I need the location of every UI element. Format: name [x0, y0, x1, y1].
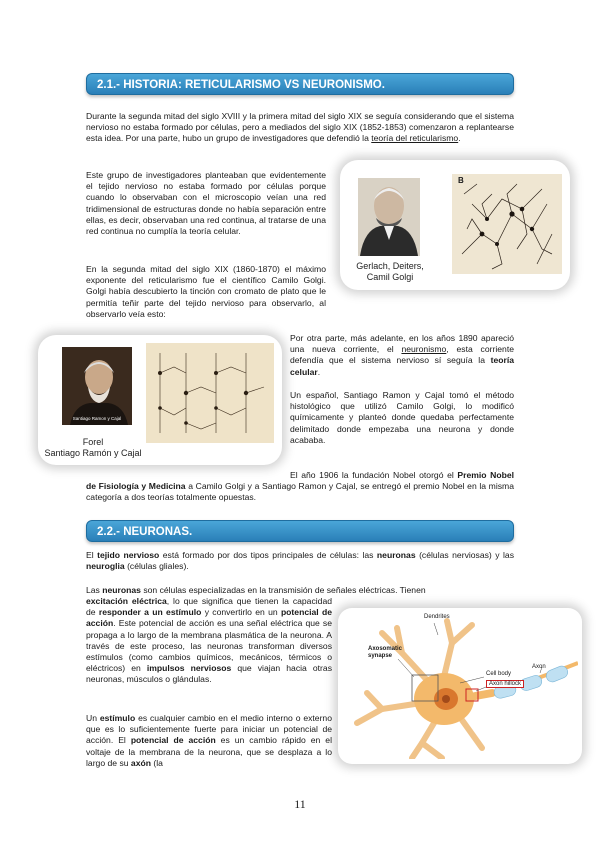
section-header-neuronas: 2.2.- NEURONAS.: [86, 520, 514, 542]
label-axon-hillock: Axon hillock: [486, 680, 524, 688]
neuronas-text: son células especializadas en la transmisión de señales eléctricas. Tienen: [140, 585, 426, 595]
paragraph-neuronas-first-line: [86, 585, 514, 596]
cajal-caption: [38, 437, 148, 459]
neuron-diagram-image: [342, 613, 578, 759]
neuronas-text: Las: [86, 585, 103, 595]
neuronas-body-text: . Este potencial de acción es una señal eléctrica que se propaga a lo largo de la membrana plasmática de la neurona. A través de este proceso, las neuronas transforman diversos estímulos (como cambios químicos, mecánicos, térmicos o eléctricos) en: [86, 618, 332, 674]
tejido-text: está formado por dos tipos principales de células: las: [159, 550, 377, 560]
neuronas-body-text: , lo que significa que tienen la capacidad de: [86, 596, 332, 618]
paragraph-golgi: En la segunda mitad del siglo XIX (1860-1870) el máximo exponente del reticularismo fue el científico Camilo Golgi. Golgi había descubierto la tinción con cromato de plato que le permitía teñir parte del tejido nervioso para observarlo, al observarlo veía esto:: [86, 264, 326, 319]
neuronas-body-text: que viajan hacia otras neuronas, músculos o glándulas.: [86, 663, 332, 685]
paragraph-nobel: [86, 470, 514, 504]
nobel-prize-bold: Premio Nobel de Fisiología y Medicina: [86, 470, 514, 492]
cajal-portrait-image: [62, 347, 132, 425]
nobel-text: El año 1906 la fundación Nobel otorgó el: [290, 470, 458, 480]
neuronas-body-bold-term: potencial de acción: [86, 607, 332, 629]
cajal-caption-line1: Forel: [82, 437, 104, 447]
cajal-photo-label: Santiago Ramon y Cajal: [72, 416, 122, 421]
section-header-historia: 2.1.- HISTORIA: RETICULARISMO VS NEURONISMO.: [86, 73, 514, 95]
paragraph-reticular-group: Este grupo de investigadores planteaban que evidentemente el tejido nervioso no estaba formado por células porque cuando lo observaban con el microscopio veían una red tridimensional de estructuras donde no había separación entre ellas, es decir, observaban una red continua, al tratarse de una red continua no cumplía la teoría celular.: [86, 170, 326, 237]
tejido-bold-term: neuroglia: [86, 561, 125, 572]
estimulo-text: es cualquier cambio en el medio interno o externo que es lo suficientemente fuerte para iniciar un potencial de acción. El: [86, 713, 332, 746]
estimulo-bold-term: axón: [130, 757, 151, 768]
nobel-end: a Camilo Golgi y a Santiago Ramon y Cajal, se entregó el premio Nobel en la misma categoría a dos teorías totalmente opuestas.: [86, 481, 514, 503]
estimulo-text: (la: [150, 757, 163, 768]
figure-neuron-card: [338, 608, 582, 764]
label-dendrites: Dendrites: [424, 614, 450, 620]
golgi-plate-letter: B: [458, 176, 464, 185]
paragraph-neuronas-body: [86, 596, 332, 686]
cajal-drawing-image: [146, 343, 274, 443]
paragraph-estimulo: [86, 713, 332, 769]
label-cell-body: Cell body: [486, 671, 512, 677]
paragraph-tejido-nervioso: [86, 550, 514, 572]
neuronas-body-text: y convertirlo en un: [201, 607, 281, 618]
estimulo-bold-term: potencial de acción: [130, 735, 216, 746]
neuronas-bold-term: neuronas: [102, 585, 141, 595]
intro-end: .: [458, 133, 461, 144]
paragraph-cajal: Un español, Santiago Ramon y Cajal tomó el método histológico que utilizó Camilo Golgi, lo modificó químicamente y planteó donde quedaba perfectamente delimitado donde empezaba una neurona y donde acababa.: [290, 390, 514, 445]
label-axosomatic-synapse: Axosomatic synapse: [368, 646, 403, 659]
reticularismo-link[interactable]: teoría del reticularismo: [371, 133, 459, 144]
figure-cajal-card: [38, 335, 282, 465]
figure-golgi-card: [340, 160, 570, 290]
estimulo-bold-term: estímulo: [99, 713, 136, 723]
golgi-drawing-image: [452, 174, 562, 274]
tejido-bold-term: neuronas: [376, 550, 416, 560]
golgi-caption-line1: Gerlach, Deiters,: [356, 261, 424, 271]
paragraph-intro: [86, 111, 514, 145]
estimulo-text: Un: [86, 713, 100, 723]
label-axon: Axon: [532, 664, 546, 670]
neuronismo-text: Por otra parte, más adelante, en los años 1890 apareció una nueva corriente, el: [290, 333, 514, 355]
teoria-celular-bold: teoría celular: [290, 355, 514, 377]
paragraph-neuronismo: [290, 333, 514, 378]
tejido-text: (células gliales).: [124, 561, 189, 572]
neuronismo-link[interactable]: neuronismo: [401, 344, 447, 355]
tejido-text: (células nerviosas) y las: [415, 550, 515, 560]
neuronismo-text-mid: , esta corriente defendía que el sistema nervioso sí seguía la: [290, 344, 514, 366]
page-number: 11: [294, 797, 306, 811]
neuronas-body-bold-term: excitación eléctrica: [86, 596, 167, 606]
golgi-caption: [348, 261, 432, 283]
tejido-text: El: [86, 550, 98, 560]
intro-text: Durante la segunda mitad del siglo XVIII y la primera mitad del siglo XIX se seguía considerando que el sistema nervioso no estaba formado por células, pero a mediados del siglo XIX (1852-1853) comenzaron a replantearse esta idea. Por una parte, hubo un grupo de investigadores que defendió la: [86, 111, 514, 144]
neuronas-body-bold-term: impulsos nerviosos: [146, 663, 232, 674]
cajal-caption-line2: Santiago Ramón y Cajal: [44, 448, 142, 458]
neuronismo-end: .: [317, 366, 321, 377]
estimulo-text: es un cambio rápido en el voltaje de la membrana de la neurona, que se desplaza a lo largo de su: [86, 735, 332, 768]
golgi-caption-line2: Camil Golgi: [366, 272, 414, 282]
tejido-bold-term: tejido nervioso: [97, 550, 160, 560]
neuronas-body-bold-term: responder a un estímulo: [98, 607, 202, 618]
